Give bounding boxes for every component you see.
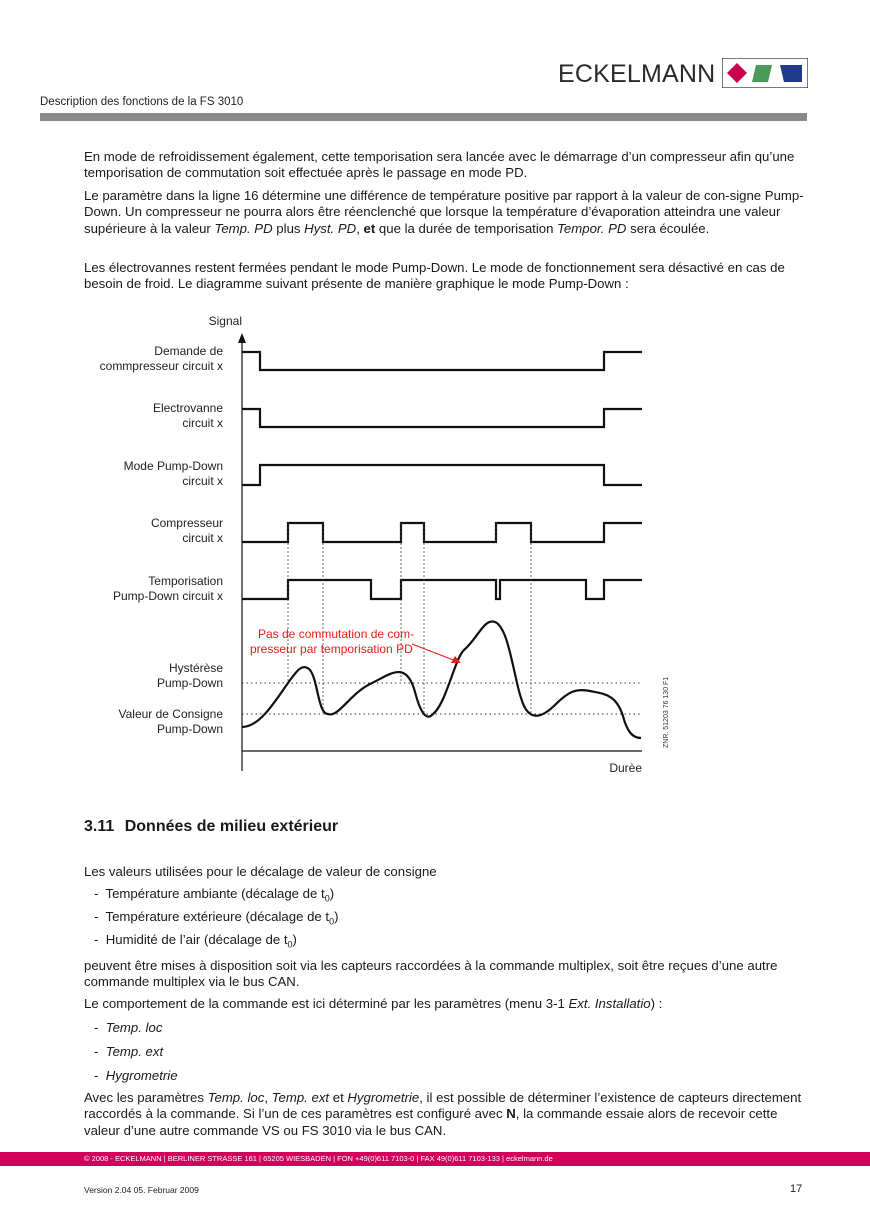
final-text-c: , la commande essaie alors de recevoir cette valeur d’une autre commande VS ou FS 3010 via le bus CAN. [84,1106,778,1138]
section-title-text: Données de milieu extérieur [124,818,339,835]
row-label-consigne-2: Pump-Down [156,722,223,736]
footer-address: © 2008 - ECKELMANN | BERLINER STRASSE 161 | 65205 WIESBADEN | FON +49(0)611 7103-0 | FAX 49(0)611 7103-133 | eckelmann.de [84,1154,553,1163]
list-item-sub: 0 [324,893,330,904]
p2-tempor-pd: Tempor. PD [557,220,627,236]
paragraph-2 [84,188,806,237]
final-text-b: , il est possible de déterminer l’existence de capteurs directement raccordés à la commande. Si l’un de ces paramètres est configuré avec [84,1090,802,1122]
section-number: 3.11 [84,818,115,835]
page-number: 17 [790,1183,803,1195]
final-text-a: Avec les paramètres [84,1090,208,1105]
final-temp-loc: Temp. loc [207,1090,265,1105]
param-list-item: - Temp. ext [94,1044,164,1059]
section-heading [84,818,338,836]
final-sep-1: , [264,1090,272,1105]
row-label-demande-1: Demande de [154,344,223,358]
p2-et: et [363,220,376,236]
logo-blue-square-icon [780,65,802,82]
behavior-menu: Ext. Installatio [568,996,651,1011]
list-item-sub: 0 [329,916,335,927]
row-label-tempo-2: Pump-Down circuit x [112,589,223,603]
brand-logo-text: ECKELMANN [558,60,716,88]
p2-text-d: que la durée de temporisation [375,220,558,236]
paragraph-behavior [84,996,806,1012]
trace-temporisation [242,580,642,599]
param-list-item: - Temp. loc [94,1020,163,1035]
param-temp-loc: Temp. loc [105,1020,163,1035]
p2-text-c: , [356,220,364,236]
row-label-tempo-1: Temporisation [148,574,223,588]
list-item-text: Température ambiante (décalage de t [105,886,325,901]
list-item: - Humidité de l’air (décalage de $t_0$) [94,932,297,950]
y-axis-arrow-icon [238,333,246,343]
list-item-text: Température extérieure (décalage de t [105,909,330,924]
list-item: - Température extérieure (décalage de $t_0$) [94,909,339,927]
param-hygrometrie: Hygrometrie [105,1068,178,1083]
row-label-hysterese-2: Pump-Down [156,676,223,690]
footer-version: Version 2.04 05. Februar 2009 [84,1185,199,1195]
list-item-text: Humidité de l’air (décalage de t [105,932,288,947]
trace-compresseur [242,523,642,542]
trace-electrovanne [242,409,642,427]
trace-mode-pump-down [242,465,642,485]
p2-text-a: Le paramètre dans la ligne 16 détermine une différence de température positive par rapport à la valeur de con-signe Pump-Down. Un compresseur ne pourra alors être réenclenché que lorsque la température d’évaporation atteindra une valeur supérieure à la valeur [84,188,804,236]
trace-demande [242,352,642,370]
p2-temp-pd: Temp. PD [214,220,273,236]
p2-hyst-pd: Hyst. PD [304,220,357,236]
behavior-text-b: ) : [650,996,663,1011]
row-label-electrovanne-1: Electrovanne [152,401,223,415]
paragraph-after-list: peuvent être mises à disposition soit via les capteurs raccordées à la commande multiplex, soit être reçues d’une autre commande multiplex via le bus CAN. [84,958,778,990]
annotation-line-1: Pas de commutation de com- [258,627,415,641]
row-label-compresseur-1: Compresseur [150,516,223,530]
row-label-mode-1: Mode Pump-Down [123,459,223,473]
row-label-compresseur-2: circuit x [182,531,223,545]
row-label-demande-2: commpresseur circuit x [99,359,223,373]
final-temp-ext: Temp. ext [271,1090,330,1105]
header-section-title: Description des fonctions de la FS 3010 [40,96,244,108]
header-divider [40,113,807,121]
annotation-arrow [412,644,456,661]
list-item-end: ) [329,886,335,901]
param-temp-ext: Temp. ext [105,1044,164,1059]
list-item-end: ) [334,909,339,924]
brand-logo-icon [722,58,808,88]
figure-id: ZNR. 51203 76 130 F1 [663,676,670,748]
pump-down-diagram [70,306,710,786]
section-intro: Les valeurs utilisées pour le décalage de valeur de consigne [84,864,437,879]
list-item: - Température ambiante (décalage de $t_0$) [94,886,335,904]
row-label-mode-2: circuit x [182,474,223,488]
annotation-line-2: presseur par temporisation PD [250,642,413,656]
row-label-consigne-1: Valeur de Consigne [118,707,223,721]
paragraph-final [84,1090,806,1139]
p2-text-b: plus [272,220,305,236]
logo-green-square-icon [752,65,772,82]
p2-text-e: sera écoulée. [626,220,710,236]
y-axis-label: Signal [208,314,242,328]
row-label-electrovanne-2: circuit x [182,416,223,430]
x-axis-label: Durèe [609,761,642,775]
row-label-hysterese-1: Hystérèse [168,661,223,675]
list-item-sub: 0 [287,939,293,950]
logo-diamond-icon [727,63,747,83]
list-item-end: ) [292,932,297,947]
behavior-text-a: Le comportement de la commande est ici déterminé par les paramètres (menu 3-1 [84,996,569,1011]
paragraph-3: Les électrovannes restent fermées pendant le mode Pump-Down. Le mode de fonctionnement sera désactivé en cas de besoin de froid. Le diagramme suivant présente de manière graphique le mode Pump-Down : [84,260,785,292]
paragraph-1: En mode de refroidissement également, cette temporisation sera lancée avec le démarrage d’un compresseur afin qu’une temporisation de commutation soit effectuée après le passage en mode PD. [84,149,795,181]
final-n: N [506,1106,516,1122]
param-list-item: - Hygrometrie [94,1068,178,1083]
final-sep-2: et [329,1090,348,1105]
final-hygrometrie: Hygrometrie [347,1090,420,1105]
